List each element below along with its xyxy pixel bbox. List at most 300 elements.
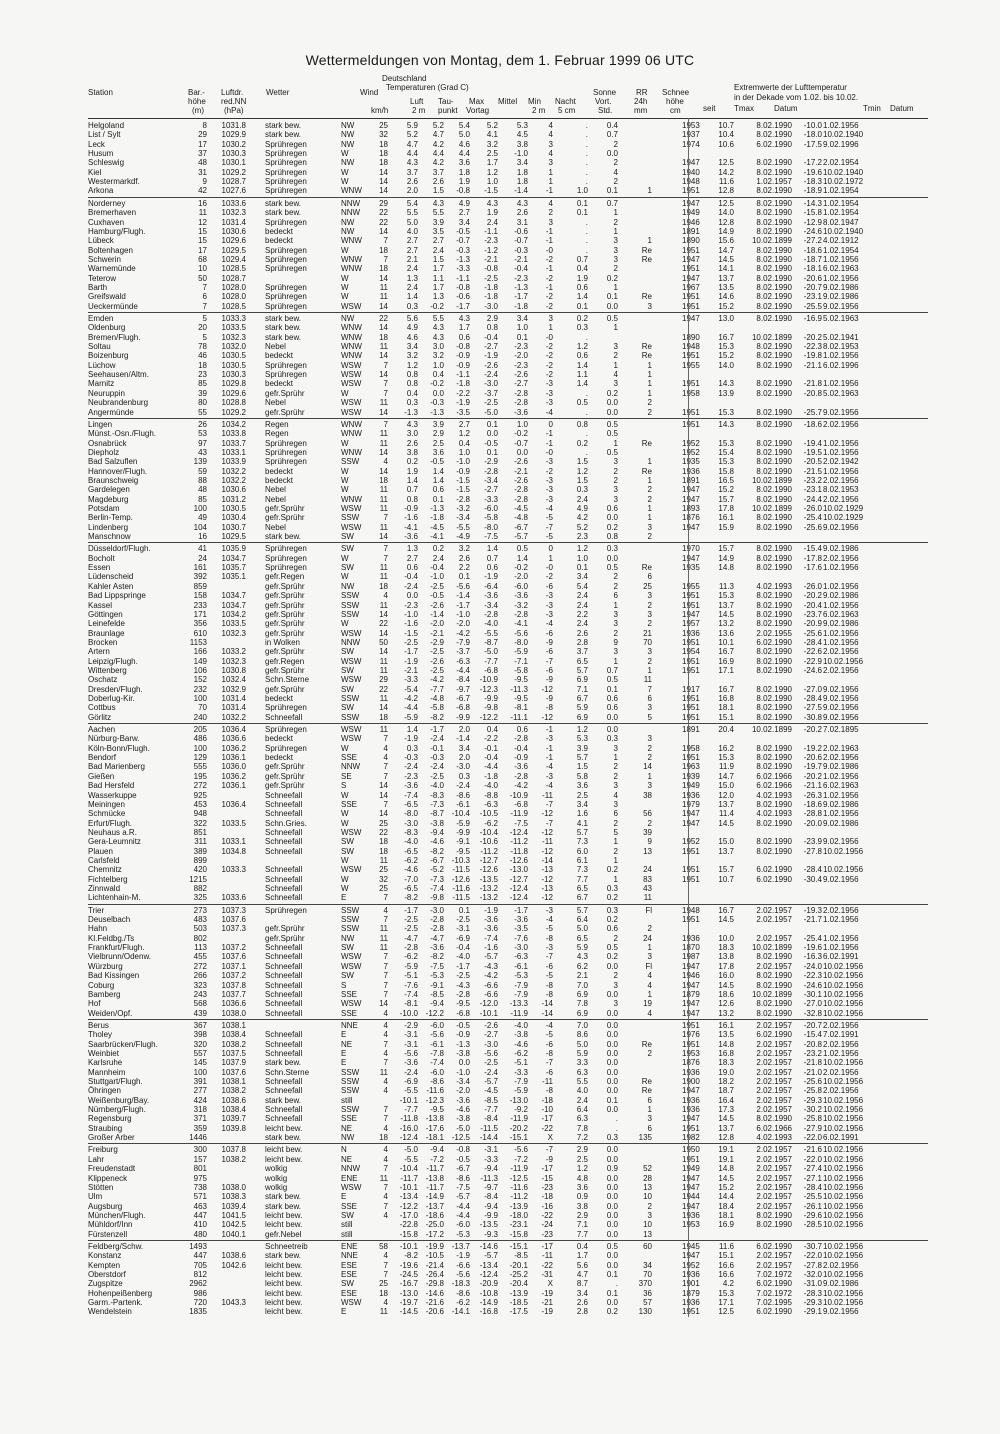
cell-luft: -5.5 xyxy=(392,1155,418,1164)
table-row xyxy=(88,218,928,227)
cell-station: Artern xyxy=(88,647,183,656)
cell-tmax: 11.6 xyxy=(710,177,734,186)
cell-schnee: 6 xyxy=(628,1124,652,1133)
cell-max-vortag: -0.7 xyxy=(444,236,470,245)
cell-luftdruck: 1036.2 xyxy=(208,772,246,781)
cell-windstaerke: 18 xyxy=(366,837,388,846)
table-row xyxy=(88,572,928,581)
cell-sonne: 7.0 xyxy=(564,1021,588,1030)
cell-luftdruck: 1028.7 xyxy=(208,274,246,283)
cell-tmin: -22.9 xyxy=(794,657,822,666)
cell-wetter: stark bew. xyxy=(265,1251,335,1260)
cell-max-vortag: -7.9 xyxy=(444,638,470,647)
cell-station: Boizenburg xyxy=(88,351,183,360)
cell-tmax: 14.8 xyxy=(710,1040,734,1049)
cell-seit: 1970 xyxy=(682,544,708,553)
cell-windstaerke: 14 xyxy=(366,323,388,332)
cell-nacht: -1 xyxy=(529,264,553,273)
table-row xyxy=(88,283,928,292)
cell-schnee: 3 xyxy=(628,591,652,600)
cell-schnee: Re xyxy=(628,342,652,351)
table-row xyxy=(88,1049,928,1058)
cell-rr: 2 xyxy=(596,971,618,980)
cell-tmin-datum: 9.02.1956 xyxy=(823,408,879,417)
cell-nacht: X xyxy=(529,1279,553,1288)
cell-sonne: 4.2 xyxy=(564,513,588,522)
cell-tmax-datum: 2.02.1957 xyxy=(736,1077,792,1086)
cell-max-vortag: -5.6 xyxy=(444,582,470,591)
cell-sonne: 0.4 xyxy=(564,1242,588,1251)
cell-max-vortag: -0.8 xyxy=(444,283,470,292)
cell-wetter: Sprühregen xyxy=(265,744,335,753)
cell-mittel: -6.2 xyxy=(468,819,498,828)
cell-mittel: -13.5 xyxy=(468,875,498,884)
cell-max-vortag: -3.0 xyxy=(444,762,470,771)
cell-nacht: -2 xyxy=(529,572,553,581)
cell-tmax-datum: 2.02.1957 xyxy=(736,1202,792,1211)
cell-mittel: 5.2 xyxy=(468,121,498,130)
cell-tmin-datum: 2.02.1956 xyxy=(823,647,879,656)
cell-windrichtung: still xyxy=(341,1230,367,1239)
cell-sonne: 2.4 xyxy=(564,601,588,610)
cell-windstaerke: 18 xyxy=(366,713,388,722)
cell-wetter: gefr.Sprühr xyxy=(265,629,335,638)
cell-nacht: -4 xyxy=(529,1021,553,1030)
cell-station: Oschatz xyxy=(88,675,183,684)
cell-tmax-datum: 8.02.1990 xyxy=(736,685,792,694)
cell-station: Weiden/Opf. xyxy=(88,1009,183,1018)
cell-windstaerke: 7 xyxy=(366,981,388,990)
cell-station: Braunschweig xyxy=(88,476,183,485)
cell-luft: -2.4 xyxy=(392,762,418,771)
cell-tmax-datum: 8.02.1990 xyxy=(736,495,792,504)
cell-tmax: 15.3 xyxy=(710,439,734,448)
cell-sonne: 3.9 xyxy=(564,744,588,753)
cell-min: 4.3 xyxy=(498,199,528,208)
cell-max-vortag: -2.5 xyxy=(444,971,470,980)
cell-windrichtung: WNW xyxy=(341,429,367,438)
cell-sonne: 0.1 xyxy=(564,302,588,311)
cell-tmin-datum: 10.02.1956 xyxy=(823,999,879,1008)
cell-nacht: -12 xyxy=(529,685,553,694)
cell-tmin: -17.2 xyxy=(794,158,822,167)
cell-hoehe: 266 xyxy=(183,971,207,980)
table-row xyxy=(88,772,928,781)
cell-min: -0.2 xyxy=(498,429,528,438)
cell-tmin-datum: 10.02.1956 xyxy=(823,1202,879,1211)
group-separator xyxy=(88,312,928,313)
cell-wetter: Schneefall xyxy=(265,809,335,818)
cell-windstaerke: 25 xyxy=(366,819,388,828)
cell-windstaerke: 29 xyxy=(366,199,388,208)
cell-station: Freudenstadt xyxy=(88,1164,183,1173)
cell-hoehe: 801 xyxy=(183,1164,207,1173)
cell-seit: 1948 xyxy=(682,906,708,915)
cell-sonne: 1.2 xyxy=(564,725,588,734)
cell-luft: -2.5 xyxy=(392,638,418,647)
cell-mittel: -2.1 xyxy=(468,255,498,264)
cell-wetter: Schneefall xyxy=(265,847,335,856)
cell-mittel: -13.2 xyxy=(468,893,498,902)
cell-sonne: . xyxy=(564,236,588,245)
cell-tmax: 10.6 xyxy=(710,140,734,149)
cell-min: -5.9 xyxy=(498,1086,528,1095)
cell-luft: -3.0 xyxy=(392,819,418,828)
cell-station: Karlsruhe xyxy=(88,1058,183,1067)
cell-min: 0.5 xyxy=(498,544,528,553)
cell-luftdruck: 1038.1 xyxy=(208,1077,246,1086)
table-row xyxy=(88,1202,928,1211)
cell-tmax-datum: 8.02.1990 xyxy=(736,292,792,301)
cell-tmax-datum: 8.02.1990 xyxy=(736,800,792,809)
cell-windstaerke: 4 xyxy=(366,1145,388,1154)
cell-luftdruck: 1032.2 xyxy=(208,467,246,476)
cell-tmin-datum: 10.02.1956 xyxy=(823,1105,879,1114)
cell-tmin-datum: 6.02.1963 xyxy=(823,781,879,790)
cell-min: 1.8 xyxy=(498,168,528,177)
cell-hoehe: 41 xyxy=(183,544,207,553)
cell-min: -0.4 xyxy=(498,744,528,753)
cell-tmax: 14.1 xyxy=(710,264,734,273)
cell-windstaerke: 11 xyxy=(366,856,388,865)
cell-nacht: -14 xyxy=(529,856,553,865)
cell-seit: 1936 xyxy=(682,1096,708,1105)
cell-min: -2.6 xyxy=(498,476,528,485)
cell-taupunkt: -8.3 xyxy=(418,791,444,800)
cell-luftdruck: 1033.6 xyxy=(208,199,246,208)
cell-seit: 1947 xyxy=(682,809,708,818)
cell-nacht: -1 xyxy=(529,283,553,292)
cell-tmax: 14.0 xyxy=(710,208,734,217)
cell-seit: 1987 xyxy=(682,952,708,961)
cell-seit: 1891 xyxy=(682,227,708,236)
cell-tmax-datum: 8.02.1990 xyxy=(736,420,792,429)
table-row xyxy=(88,1068,928,1077)
cell-seit: 1951 xyxy=(682,379,708,388)
cell-mittel: -2.7 xyxy=(468,1030,498,1039)
cell-mittel: 0.8 xyxy=(468,323,498,332)
cell-max-vortag: -10.3 xyxy=(444,856,470,865)
cell-schnee: 21 xyxy=(628,629,652,638)
cell-wetter: leicht bew. xyxy=(265,1279,335,1288)
cell-tmax: 14.5 xyxy=(710,1114,734,1123)
cell-tmax-datum: 2.02.1955 xyxy=(736,629,792,638)
cell-tmax: 15.3 xyxy=(710,1289,734,1298)
cell-luftdruck: 1041.5 xyxy=(208,1211,246,1220)
cell-tmax: 13.7 xyxy=(710,800,734,809)
header-tmax: Tmax xyxy=(734,104,754,113)
cell-seit: 1879 xyxy=(682,990,708,999)
cell-luftdruck: 1038.0 xyxy=(208,1183,246,1192)
cell-station: Bamberg xyxy=(88,990,183,999)
cell-wetter: Sprühregen xyxy=(265,448,335,457)
cell-nacht: 4 xyxy=(529,121,553,130)
cell-hoehe: 85 xyxy=(183,379,207,388)
cell-tmax: 15.2 xyxy=(710,1183,734,1192)
cell-rr: 2 xyxy=(596,218,618,227)
cell-luft: 4.3 xyxy=(392,158,418,167)
cell-hoehe: 18 xyxy=(183,361,207,370)
cell-taupunkt: 1.0 xyxy=(418,361,444,370)
cell-nacht: -11 xyxy=(529,1251,553,1260)
cell-rr: 1 xyxy=(596,323,618,332)
cell-taupunkt: -0.2 xyxy=(418,379,444,388)
cell-windstaerke: 25 xyxy=(366,884,388,893)
cell-rr: 1 xyxy=(596,208,618,217)
cell-max-vortag: -0.6 xyxy=(444,292,470,301)
cell-taupunkt: -7.8 xyxy=(418,1049,444,1058)
cell-sonne: 2.9 xyxy=(564,1211,588,1220)
cell-tmin-datum: 10.02.1956 xyxy=(823,971,879,980)
cell-windstaerke: 22 xyxy=(366,619,388,628)
cell-sonne: 1.6 xyxy=(564,809,588,818)
cell-rr: 0.0 xyxy=(596,1040,618,1049)
cell-taupunkt: -9.4 xyxy=(418,828,444,837)
cell-sonne: 6.9 xyxy=(564,1009,588,1018)
cell-windrichtung: SW xyxy=(341,971,367,980)
header-nacht: Nacht xyxy=(555,97,576,106)
cell-sonne: 7.0 xyxy=(564,981,588,990)
cell-wetter: leicht bew. xyxy=(265,1220,335,1229)
cell-taupunkt: -0.5 xyxy=(418,591,444,600)
cell-wetter: gefr.Sprühr xyxy=(265,513,335,522)
cell-wetter: Schneefall xyxy=(265,875,335,884)
cell-max-vortag: -3.4 xyxy=(444,513,470,522)
cell-seit: 1955 xyxy=(682,361,708,370)
cell-tmax: 16.9 xyxy=(710,657,734,666)
cell-wetter: Sprühregen xyxy=(265,140,335,149)
table-row xyxy=(88,1164,928,1173)
cell-windstaerke: 4 xyxy=(366,1077,388,1086)
cell-nacht: -1 xyxy=(529,439,553,448)
cell-tmin: -28.5 xyxy=(794,1220,822,1229)
cell-hoehe: 17 xyxy=(183,246,207,255)
cell-wetter: gefr.Regen xyxy=(265,572,335,581)
cell-windrichtung: W xyxy=(341,485,367,494)
cell-seit: 1890 xyxy=(682,333,708,342)
cell-taupunkt: -8.2 xyxy=(418,713,444,722)
table-row xyxy=(88,1289,928,1298)
cell-mittel: -12.4 xyxy=(468,1270,498,1279)
cell-luftdruck: 1032.0 xyxy=(208,342,246,351)
cell-taupunkt: 4.2 xyxy=(418,158,444,167)
cell-windstaerke: 11 xyxy=(366,924,388,933)
table-row xyxy=(88,962,928,971)
cell-sonne: 0.2 xyxy=(564,439,588,448)
cell-windstaerke: 14 xyxy=(366,370,388,379)
cell-wetter: stark bew. xyxy=(265,1096,335,1105)
cell-windstaerke: 11 xyxy=(366,572,388,581)
cell-luft: 3.7 xyxy=(392,168,418,177)
cell-tmax-datum: 2.02.1957 xyxy=(736,1155,792,1164)
cell-max-vortag: -1.9 xyxy=(444,398,470,407)
cell-luftdruck: 1033.2 xyxy=(208,647,246,656)
cell-schnee: 3 xyxy=(628,302,652,311)
cell-tmin: -29.3 xyxy=(794,1298,822,1307)
cell-mittel: -6.8 xyxy=(468,666,498,675)
cell-mittel: -4.0 xyxy=(468,619,498,628)
cell-tmax: 14.9 xyxy=(710,554,734,563)
cell-rr: 2 xyxy=(596,476,618,485)
cell-nacht: -2 xyxy=(529,361,553,370)
cell-taupunkt: -7.3 xyxy=(418,875,444,884)
cell-windrichtung: E xyxy=(341,1058,367,1067)
table-row xyxy=(88,1133,928,1142)
cell-wetter: gefr.Sprühr xyxy=(265,781,335,790)
cell-taupunkt: 2.4 xyxy=(418,554,444,563)
group-separator xyxy=(88,418,928,419)
cell-hoehe: 859 xyxy=(183,582,207,591)
cell-luftdruck: 1036.4 xyxy=(208,725,246,734)
cell-wetter: Sprühregen xyxy=(265,544,335,553)
cell-tmin-datum: 10.02.1956 xyxy=(823,1096,879,1105)
cell-schnee: 1 xyxy=(628,186,652,195)
cell-station: Lübeck xyxy=(88,236,183,245)
cell-tmin: -30.7 xyxy=(794,1242,822,1251)
cell-hoehe: 851 xyxy=(183,828,207,837)
table-row xyxy=(88,837,928,846)
cell-windstaerke: 7 xyxy=(366,1164,388,1173)
cell-tmax-datum: 8.02.1990 xyxy=(736,218,792,227)
table-row xyxy=(88,292,928,301)
cell-seit: 1947 xyxy=(682,610,708,619)
cell-station: Wasserkuppe xyxy=(88,791,183,800)
cell-wetter: bedeckt xyxy=(265,753,335,762)
cell-taupunkt: -6.7 xyxy=(418,856,444,865)
cell-taupunkt: -29.8 xyxy=(418,1279,444,1288)
cell-sonne: 4.7 xyxy=(564,1270,588,1279)
cell-wetter: Schneefall xyxy=(265,943,335,952)
cell-seit: 1952 xyxy=(682,1261,708,1270)
cell-rr: 2 xyxy=(596,351,618,360)
cell-wetter: Schneefall xyxy=(265,800,335,809)
cell-wetter: stark bew. xyxy=(265,333,335,342)
cell-hoehe: 557 xyxy=(183,1049,207,1058)
cell-luft: -1.9 xyxy=(392,657,418,666)
cell-tmin-datum: 9.02.1986 xyxy=(823,283,879,292)
cell-min: -1.7 xyxy=(498,906,528,915)
cell-nacht: -4 xyxy=(529,504,553,513)
cell-hoehe: 23 xyxy=(183,370,207,379)
cell-tmin: -30.8 xyxy=(794,713,822,722)
cell-tmin: -19.8 xyxy=(794,351,822,360)
cell-wetter: in Wolken xyxy=(265,638,335,647)
cell-rr: 0.2 xyxy=(596,274,618,283)
cell-nacht: -6 xyxy=(529,647,553,656)
cell-taupunkt: -0.2 xyxy=(418,302,444,311)
cell-min: -3.5 xyxy=(498,924,528,933)
cell-wetter: stark bew. xyxy=(265,208,335,217)
cell-tmax-datum: 8.02.1990 xyxy=(736,619,792,628)
cell-tmin-datum: 9.02.1986 xyxy=(823,591,879,600)
cell-nacht: -2 xyxy=(529,351,553,360)
cell-mittel: -1.9 xyxy=(468,572,498,581)
cell-tmin-datum: 9.02.1956 xyxy=(823,713,879,722)
cell-mittel: -7.7 xyxy=(468,1105,498,1114)
cell-tmax-datum: 8.02.1990 xyxy=(736,361,792,370)
cell-nacht: -11 xyxy=(529,791,553,800)
cell-tmax: 13.7 xyxy=(710,601,734,610)
cell-tmin-datum: 10.02.1956 xyxy=(823,1242,879,1251)
cell-mittel: -13.2 xyxy=(468,884,498,893)
cell-hoehe: 359 xyxy=(183,1124,207,1133)
cell-wetter: Sprühregen xyxy=(265,906,335,915)
cell-taupunkt: -17.2 xyxy=(418,1230,444,1239)
cell-seit: 1947 xyxy=(682,495,708,504)
cell-seit: 1951 xyxy=(682,408,708,417)
cell-station: Regensburg xyxy=(88,1114,183,1123)
cell-windstaerke: 11 xyxy=(366,934,388,943)
cell-schnee: 7 xyxy=(628,685,652,694)
cell-max-vortag: -6.6 xyxy=(444,1261,470,1270)
cell-tmin: -24.6 xyxy=(794,227,822,236)
cell-sonne: 2.1 xyxy=(564,971,588,980)
cell-luftdruck: 1038.4 xyxy=(208,1105,246,1114)
cell-sonne: 2.2 xyxy=(564,610,588,619)
cell-mittel: -7.7 xyxy=(468,657,498,666)
cell-max-vortag: -3.8 xyxy=(444,1049,470,1058)
header-max: Max xyxy=(469,97,484,106)
cell-windstaerke: 7 xyxy=(366,361,388,370)
table-row xyxy=(88,1105,928,1114)
cell-station: Freiburg xyxy=(88,1145,183,1154)
header-nacht5cm: 5 cm xyxy=(558,106,575,115)
cell-windstaerke: 11 xyxy=(366,398,388,407)
cell-windstaerke: 11 xyxy=(366,523,388,532)
cell-tmin-datum: 1.02.1954 xyxy=(823,199,879,208)
cell-tmax-datum: 6.02.1990 xyxy=(736,1030,792,1039)
cell-tmin-datum: 1.02.1954 xyxy=(823,246,879,255)
cell-hoehe: 899 xyxy=(183,856,207,865)
cell-windrichtung: NNW xyxy=(341,1164,367,1173)
cell-windrichtung: W xyxy=(341,809,367,818)
cell-tmin-datum: 10.02.1956 xyxy=(823,1192,879,1201)
cell-seit: 1951 xyxy=(682,264,708,273)
cell-hoehe: 26 xyxy=(183,420,207,429)
cell-wetter: gefr.Sprühr xyxy=(265,504,335,513)
cell-rr: 0.3 xyxy=(596,906,618,915)
cell-seit: 1947 xyxy=(682,1174,708,1183)
cell-windrichtung: WSW xyxy=(341,361,367,370)
cell-luftdruck: 1029.4 xyxy=(208,255,246,264)
cell-taupunkt: 3.6 xyxy=(418,448,444,457)
cell-nacht: 3 xyxy=(529,314,553,323)
cell-tmin-datum: 1.02.1956 xyxy=(823,439,879,448)
cell-rr: 0.2 xyxy=(596,915,618,924)
cell-tmax-datum: 6.02.1990 xyxy=(736,875,792,884)
cell-rr: 0.6 xyxy=(596,924,618,933)
cell-hoehe: 46 xyxy=(183,351,207,360)
cell-tmin: -18.3 xyxy=(794,177,822,186)
cell-hoehe: 272 xyxy=(183,781,207,790)
cell-schnee: 13 xyxy=(628,847,652,856)
cell-schnee: 1 xyxy=(628,476,652,485)
cell-rr: 1 xyxy=(596,227,618,236)
cell-sonne: . xyxy=(564,177,588,186)
cell-nacht: -5 xyxy=(529,971,553,980)
cell-wetter: leicht bew. xyxy=(265,1307,335,1316)
cell-windstaerke: 14 xyxy=(366,791,388,800)
cell-hoehe: 166 xyxy=(183,647,207,656)
cell-luft: -3.1 xyxy=(392,1030,418,1039)
cell-tmin: -25.6 xyxy=(794,629,822,638)
cell-windstaerke: 11 xyxy=(366,1068,388,1077)
cell-tmin: -25.4 xyxy=(794,934,822,943)
cell-seit: 1951 xyxy=(682,351,708,360)
table-row xyxy=(88,1270,928,1279)
cell-windstaerke: 14 xyxy=(366,168,388,177)
cell-tmax: 12.8 xyxy=(710,1133,734,1142)
